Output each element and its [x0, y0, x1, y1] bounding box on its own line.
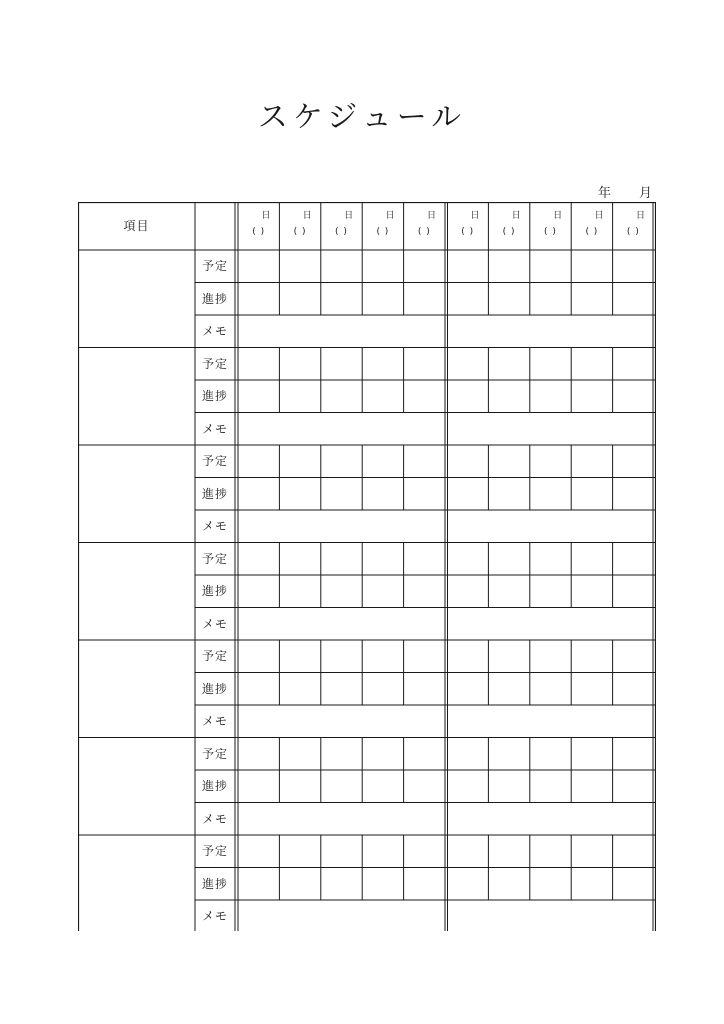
weekday-placeholder: ( )	[376, 227, 390, 237]
weekday-placeholder: ( )	[502, 227, 516, 237]
row-label-progress: 進捗	[201, 779, 228, 794]
row-label-progress: 進捗	[201, 389, 228, 404]
month-label: 月	[639, 186, 653, 201]
day-header-cell	[362, 202, 403, 250]
day-header-cell	[321, 202, 362, 250]
page-title: スケジュール	[257, 100, 467, 135]
weekday-placeholder: ( )	[293, 227, 307, 237]
day-label: 日	[511, 211, 521, 221]
row-label-memo: メモ	[201, 616, 228, 631]
day-label: 日	[385, 211, 395, 221]
row-label-progress: 進捗	[201, 486, 228, 501]
row-label-plan: 予定	[201, 649, 228, 664]
day-label: 日	[594, 211, 604, 221]
row-label-progress: 進捗	[201, 681, 228, 696]
item-name-cell[interactable]	[78, 348, 195, 446]
row-label-plan: 予定	[201, 259, 228, 274]
weekday-placeholder: ( )	[585, 227, 599, 237]
year-month-line	[0, 182, 724, 200]
row-label-memo: メモ	[201, 714, 228, 729]
row-label-memo: メモ	[201, 811, 228, 826]
day-header-cell	[238, 202, 279, 250]
row-label-memo: メモ	[201, 421, 228, 436]
day-header-cell	[488, 202, 529, 250]
row-label-progress: 進捗	[201, 876, 228, 891]
day-label: 日	[261, 211, 271, 221]
weekday-placeholder: ( )	[417, 227, 431, 237]
row-label-plan: 予定	[201, 844, 228, 859]
year-label: 年	[598, 186, 612, 201]
day-label: 日	[344, 211, 354, 221]
item-name-cell[interactable]	[78, 250, 195, 348]
day-header-cell	[447, 202, 488, 250]
weekday-placeholder: ( )	[461, 227, 475, 237]
row-label-plan: 予定	[201, 356, 228, 371]
day-label: 日	[426, 211, 436, 221]
row-label-plan: 予定	[201, 454, 228, 469]
row-label-progress: 進捗	[201, 584, 228, 599]
item-name-cell[interactable]	[78, 543, 195, 641]
day-header-cell	[571, 202, 612, 250]
item-name-cell[interactable]	[78, 738, 195, 836]
day-label: 日	[302, 211, 312, 221]
day-header-cell	[279, 202, 320, 250]
day-header-cell	[404, 202, 445, 250]
weekday-placeholder: ( )	[252, 227, 266, 237]
item-name-cell[interactable]	[78, 445, 195, 543]
weekday-placeholder: ( )	[335, 227, 348, 237]
row-label-memo: メモ	[201, 324, 228, 339]
row-label-memo: メモ	[201, 519, 228, 534]
row-label-plan: 予定	[201, 746, 228, 761]
weekday-placeholder: ( )	[626, 227, 640, 237]
weekday-placeholder: ( )	[544, 227, 557, 237]
item-name-cell[interactable]	[78, 835, 195, 933]
day-header-cell	[530, 202, 571, 250]
day-label: 日	[553, 211, 563, 221]
item-header: 項目	[123, 219, 150, 233]
day-label: 日	[635, 211, 645, 221]
row-label-plan: 予定	[201, 551, 228, 566]
day-label: 日	[470, 211, 480, 221]
row-label-progress: 進捗	[201, 291, 228, 306]
day-header-cell	[613, 202, 654, 250]
item-name-cell[interactable]	[78, 640, 195, 738]
schedule-table	[78, 202, 656, 931]
row-label-memo: メモ	[201, 909, 228, 924]
